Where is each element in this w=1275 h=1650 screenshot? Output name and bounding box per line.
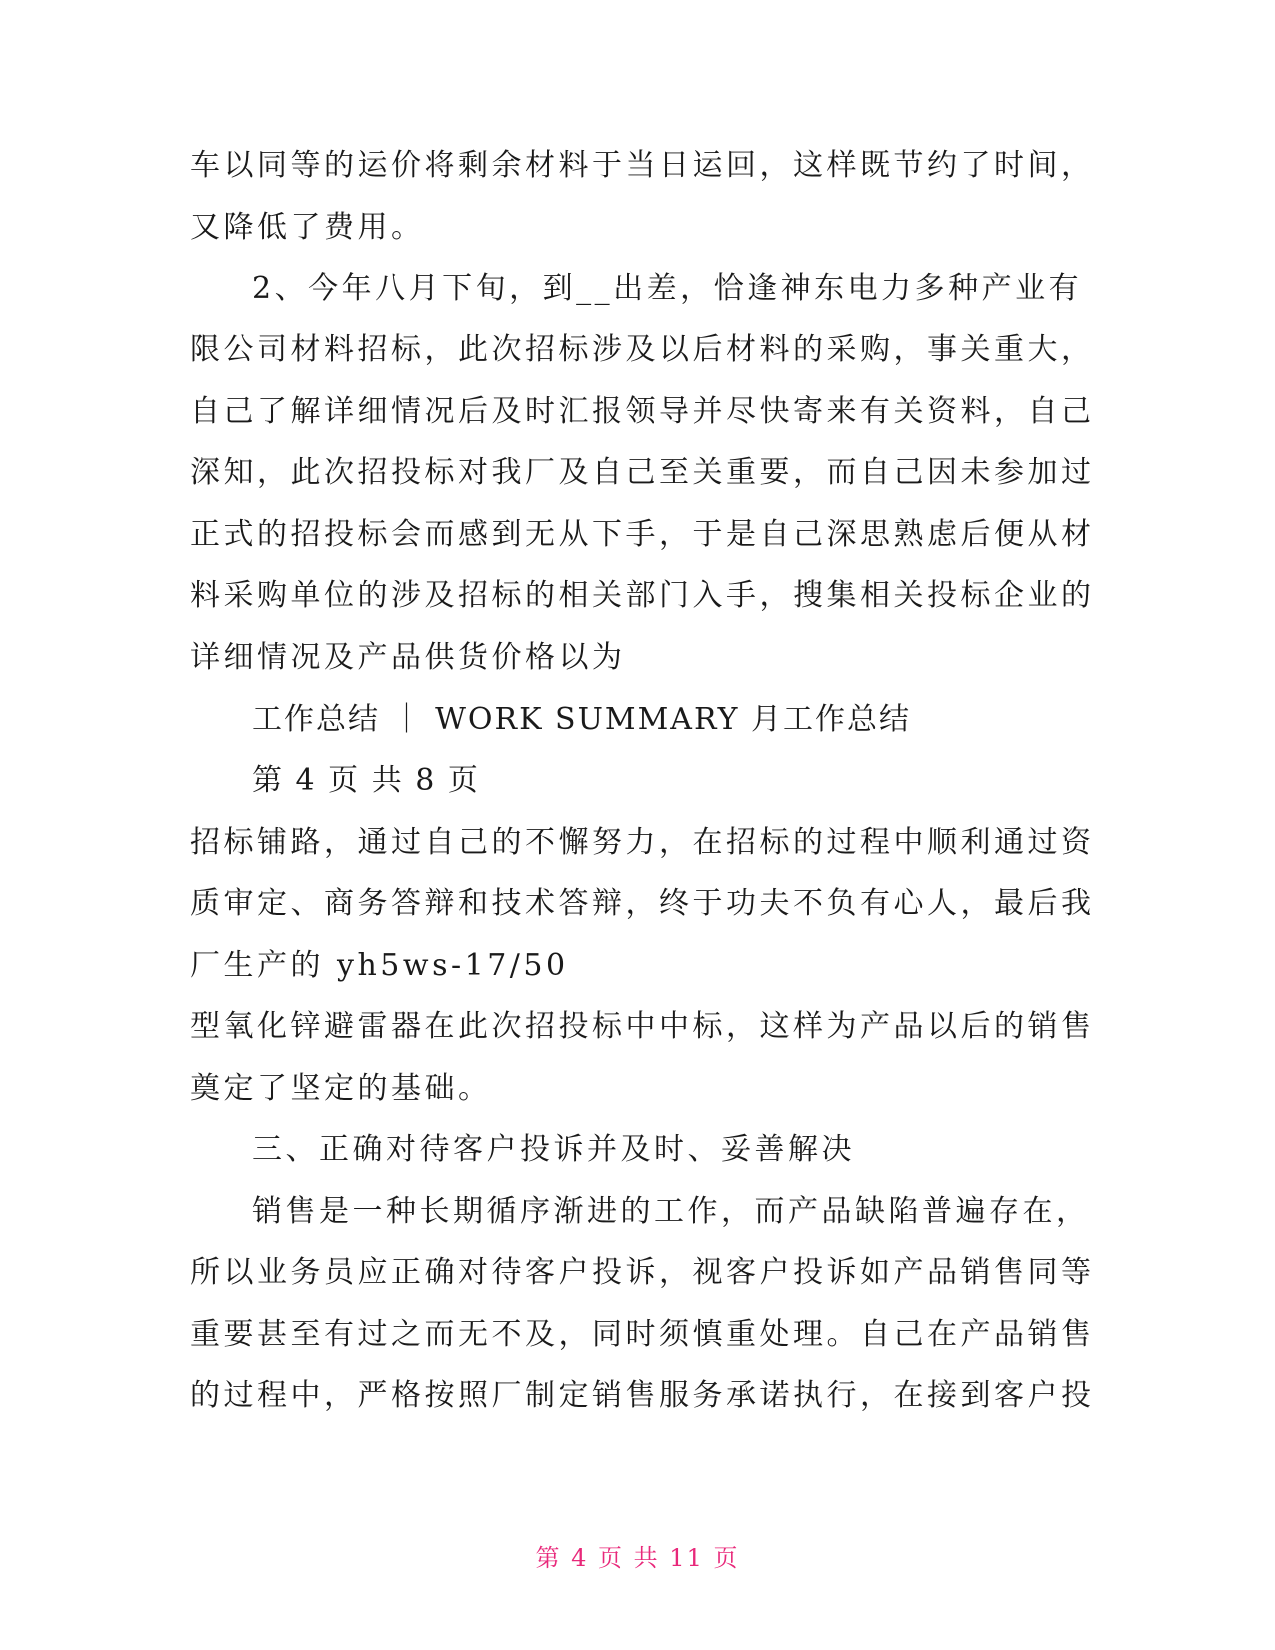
inner-page-number: 第 4 页 共 8 页: [252, 763, 480, 798]
paragraph-line: 销售是一种长期循序渐进的工作，而产品缺陷普遍存在，: [252, 1194, 1090, 1229]
paragraph-line: 质审定、商务答辩和技术答辩，终于功夫不负有心人，最后我: [190, 886, 1095, 921]
paragraph-line: 车以同等的运价将剩余材料于当日运回，这样既节约了时间，: [190, 148, 1095, 183]
paragraph-line: 重要甚至有过之而无不及，同时须慎重处理。自己在产品销售: [190, 1317, 1095, 1352]
paragraph-line: 所以业务员应正确对待客户投诉，视客户投诉如产品销售同等: [190, 1255, 1095, 1290]
paragraph-line: 厂生产的 yh5ws-17/50: [190, 948, 569, 983]
paragraph-line: 限公司材料招标，此次招标涉及以后材料的采购，事关重大，: [190, 332, 1095, 367]
paragraph-line: 又降低了费用。: [190, 210, 425, 245]
running-header: 工作总结 ｜ WORK SUMMARY 月工作总结: [252, 702, 911, 737]
paragraph-line: 正式的招投标会而感到无从下手，于是自己深思熟虑后便从材: [190, 517, 1095, 552]
paragraph-line: 自己了解详细情况后及时汇报领导并尽快寄来有关资料，自己: [190, 394, 1095, 429]
paragraph-line: 深知，此次招投标对我厂及自己至关重要，而自己因未参加过: [190, 455, 1095, 490]
paragraph-line: 奠定了坚定的基础。: [190, 1071, 492, 1106]
paragraph-line: 料采购单位的涉及招标的相关部门入手，搜集相关投标企业的: [190, 578, 1095, 613]
page-footer: 第 4 页 共 11 页: [535, 1544, 740, 1572]
paragraph-line: 2、今年八月下旬，到__出差，恰逢神东电力多种产业有: [252, 271, 1083, 306]
paragraph-line: 招标铺路，通过自己的不懈努力，在招标的过程中顺利通过资: [190, 825, 1095, 860]
paragraph-line: 型氧化锌避雷器在此次招投标中中标，这样为产品以后的销售: [190, 1009, 1095, 1044]
section-heading: 三、正确对待客户投诉并及时、妥善解决: [252, 1132, 855, 1167]
paragraph-line: 详细情况及产品供货价格以为: [190, 640, 626, 675]
paragraph-line: 的过程中，严格按照厂制定销售服务承诺执行，在接到客户投: [190, 1378, 1095, 1413]
